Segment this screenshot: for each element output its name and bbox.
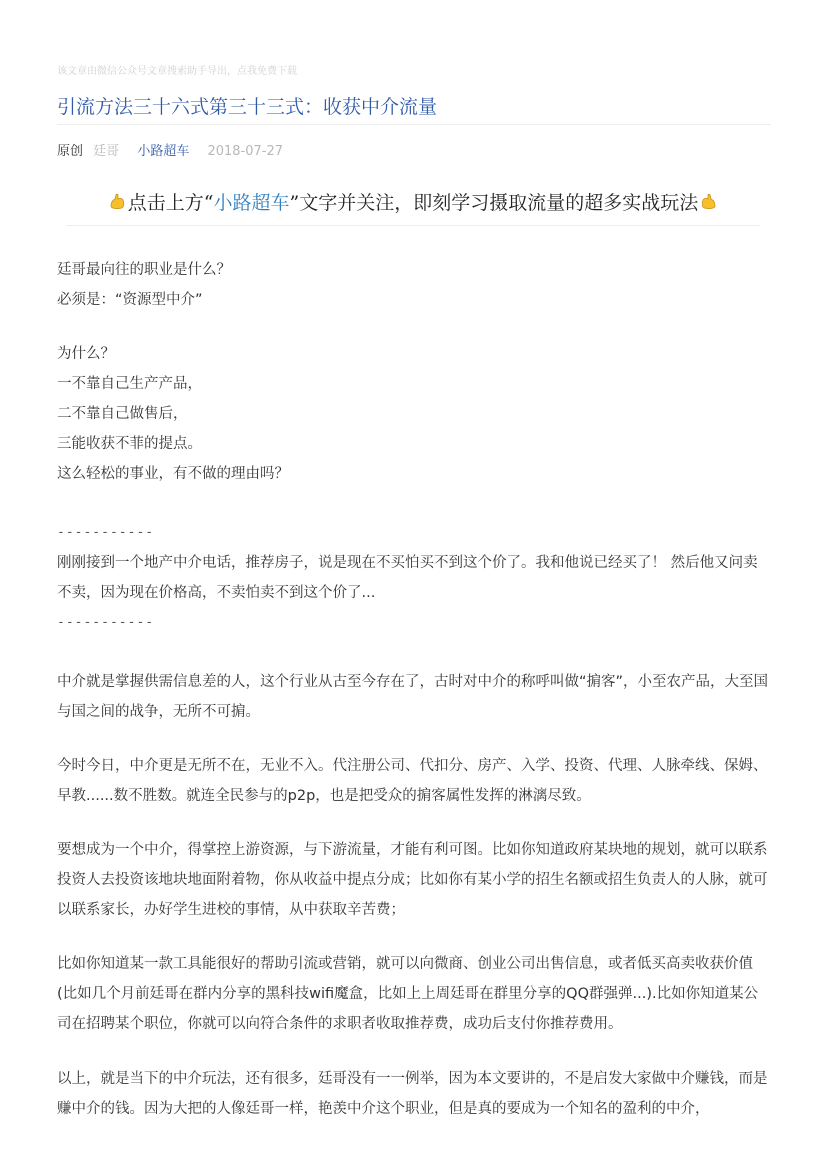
- quote-text: 刚刚接到一个地产中介电话，推荐房子，说是现在不买怕买不到这个价了。我和他说已经买了！ 然后他又问卖不卖，因为现在价格高，不卖怕卖不到这个价了...: [57, 555, 758, 601]
- quote-block: [57, 518, 771, 638]
- divider-top: -----------: [57, 525, 155, 540]
- why-line: 三能收获不菲的提点。: [57, 436, 202, 452]
- intro-block: [57, 255, 771, 315]
- divider-bottom: -----------: [57, 615, 155, 630]
- flexed-biceps-icon: [108, 192, 128, 212]
- author-name: 廷哥: [93, 144, 120, 159]
- export-notice-link[interactable]: 该文章由微信公众号文章搜索助手导出，点我免费下载: [57, 66, 297, 77]
- intro-line: 必须是：“资源型中介”: [57, 292, 203, 308]
- why-block: [57, 339, 771, 489]
- article-title: 引流方法三十六式第三十三式：收获中介流量: [57, 96, 438, 118]
- publish-date: 2018-07-27: [207, 144, 284, 159]
- intro-line: 廷哥最向往的职业是什么？: [57, 262, 231, 278]
- original-badge: 原创: [57, 144, 84, 159]
- follow-banner: [66, 183, 760, 226]
- body-paragraph: 今时今日，中介更是无所不在，无业不入。代注册公司、代扣分、房产、入学、投资、代理、人脉牵线、保姆、早教......数不胜数。就连全民参与的p2p，也是把受众的掮客属性发挥的淋漓尽致。: [57, 758, 768, 804]
- account-link[interactable]: 小路超车: [137, 144, 190, 159]
- why-line: 二不靠自己做售后，: [57, 406, 188, 422]
- title-divider: [57, 124, 771, 125]
- article-meta: [57, 140, 283, 159]
- body-paragraph: 比如你知道某一款工具能很好的帮助引流或营销，就可以向微商、创业公司出售信息，或者低买高卖收获价值(比如几个月前廷哥在群内分享的黑科技wifi魔盒，比如上上周廷哥在群里分享的QQ群强弹...).比如你知道某公司在招聘某个职位，你就可以向符合条件的求职者收取推荐费，成功后支付你推荐费用。: [57, 956, 759, 1032]
- banner-text-post: ”文字并关注，即刻学习摄取流量的超多实战玩法: [289, 192, 699, 214]
- why-line: 一不靠自己生产产品，: [57, 376, 202, 392]
- flexed-biceps-icon: [698, 192, 718, 212]
- why-line: 这么轻松的事业，有不做的理由吗？: [57, 466, 289, 482]
- banner-account-link[interactable]: 小路超车: [213, 192, 290, 214]
- body-paragraph: 中介就是掌握供需信息差的人，这个行业从古至今存在了，古时对中介的称呼叫做“掮客”，小至农产品，大至国与国之间的战争，无所不可掮。: [57, 674, 769, 720]
- body-paragraph: 要想成为一个中介，得掌控上游资源，与下游流量，才能有利可图。比如你知道政府某块地的规划，就可以联系投资人去投资该地块地面附着物，你从收益中提点分成；比如你有某小学的招生名额或招生负责人的人脉，就可以联系家长，办好学生进校的事情，从中获取辛苦费；: [57, 842, 768, 918]
- why-line: 为什么？: [57, 346, 115, 362]
- banner-text-pre: 点击上方“: [127, 192, 214, 214]
- body-paragraph: 以上，就是当下的中介玩法，还有很多，廷哥没有一一例举，因为本文要讲的，不是启发大家做中介赚钱，而是赚中介的钱。因为大把的人像廷哥一样，艳羡中介这个职业，但是真的要成为一个知名的盈利的中介，: [57, 1071, 768, 1117]
